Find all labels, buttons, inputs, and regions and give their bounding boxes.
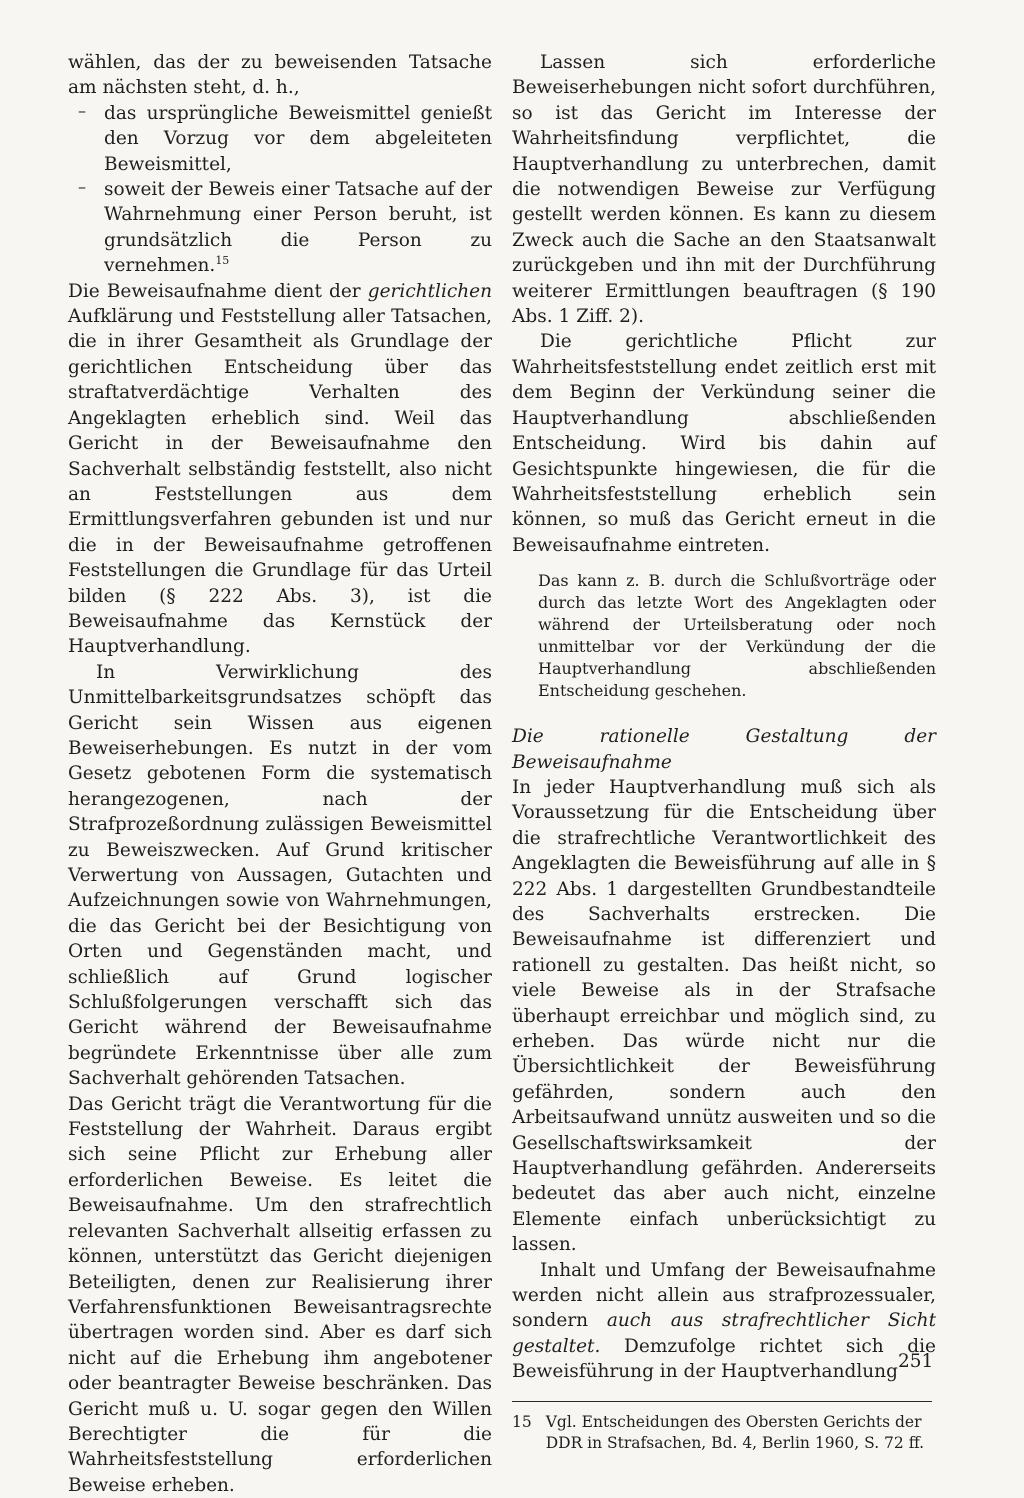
emphasis: auch aus strafrechtlicher Sicht gestaltet. bbox=[512, 1310, 936, 1357]
list-item bbox=[68, 177, 492, 279]
paragraph-text: Inhalt und Umfang der Beweisaufnahme werden nicht allein aus strafprozessualer, sondern bbox=[512, 1259, 936, 1332]
list-dash: – bbox=[78, 177, 86, 197]
page-number: 251 bbox=[898, 1351, 934, 1372]
paragraph-continued: wählen, das der zu beweisenden Tatsache am nächsten steht, d. h., bbox=[68, 52, 492, 99]
footnote-reference: 15 bbox=[215, 254, 230, 268]
footnote-separator bbox=[512, 1401, 932, 1402]
paragraph: Das Gericht trägt die Verantwortung für die Feststellung der Wahrheit. Daraus ergibt sich seine Pflicht zur Erhebung aller erforderlichen Beweise. Es leitet die Beweisaufnahme. Um den strafrechtlich relevanten Sachverhalt allseitig erfassen zu können, unterstützt das Gericht diejenigen Beteiligten, denen zur Realisierung ihrer Verfahrensfunktionen Beweisantragsrechte übertragen worden sind. Aber es darf sich nicht auf die Erhebung ihm angebotener oder beantragter Beweise beschränken. Das Gericht muß u. U. sogar gegen den Willen Berechtigter die für die Wahrheitsfeststellung erforderlichen Beweise erheben. bbox=[68, 1093, 492, 1496]
paragraph-text: Aufklärung und Feststellung aller Tatsachen, die in ihrer Gesamtheit als Grundlage der gerichtlichen Entscheidung über das straftatverdächtige Verhalten des Angeklagten erheblich sind. Weil das Gericht in der Beweisaufnahme den Sachverhalt selbständig feststellt, also nicht an Feststellungen aus dem Ermittlungsverfahren gebunden ist und nur die in der Beweisaufnahme getroffenen Feststellungen die Grundlage für das Urteil bilden (§ 222 Abs. 3), ist die Beweisaufnahme das Kernstück der Hauptverhandlung. bbox=[68, 306, 492, 658]
emphasis: gerichtlichen bbox=[367, 280, 492, 302]
paragraph-text: Die Beweisaufnahme dient der bbox=[68, 280, 368, 302]
footnote bbox=[512, 1412, 936, 1454]
list-item-text bbox=[104, 177, 492, 279]
right-column bbox=[512, 50, 936, 1454]
paragraph: Die gerichtliche Pflicht zur Wahrheitsfeststellung endet zeitlich erst mit dem Beginn der Verkündung seiner die Hauptverhandlung abschließenden Entscheidung. Wird bis dahin auf Gesichtspunkte hingewiesen, die für die Wahrheitsfeststellung erheblich sein können, so muß das Gericht erneut in die Beweisaufnahme eintreten. bbox=[512, 331, 936, 556]
footnote-text: Vgl. Entscheidungen des Obersten Gerichts der DDR in Strafsachen, Bd. 4, Berlin 1960, S. 72 ff. bbox=[545, 1412, 925, 1452]
paragraph: In jeder Hauptverhandlung muß sich als Voraussetzung für die Entscheidung über die strafrechtliche Verantwortlichkeit des Angeklagten die Beweisführung auf alle in § 222 Abs. 1 dargestellten Grundbestandteile des Sachverhalts erstrecken. Die Beweisaufnahme ist differenziert und rationell zu gestalten. Das heißt nicht, so viele Beweise als in der Strafsache überhaupt erreichbar und möglich sind, zu erheben. Das würde nicht nur die Übersichtlichkeit der Beweisführung gefährden, sondern auch den Arbeitsaufwand unnütz ausweiten und so die Gesellschaftswirksamkeit der Hauptverhandlung gefährden. Andererseits bedeutet das aber auch nicht, einzelne Elemente einfach unberücksichtigt zu lassen. bbox=[512, 776, 936, 1256]
section-subheading: Die rationelle Gestaltung der Beweisaufnahme bbox=[512, 726, 936, 773]
paragraph: In Verwirklichung des Unmittelbarkeitsgrundsatzes schöpft das Gericht sein Wissen aus eigenen Beweiserhebungen. Es nutzt in der vom Gesetz gebotenen Form die systematisch herangezogenen, nach der Strafprozeßordnung zulässigen Beweismittel zu Beweiszwecken. Auf Grund kritischer Verwertung von Aussagen, Gutachten und Aufzeichnungen sowie von Wahrnehmungen, die das Gericht bei der Besichtigung von Orten und Gegenständen macht, und schließlich auf Grund logischer Schlußfolgerungen verschafft sich das Gericht während der Beweisaufnahme begründete Erkenntnisse über alle zum Sachverhalt gehörenden Tatsachen. bbox=[68, 661, 492, 1090]
list-item-text-main: soweit der Beweis einer Tatsache auf der Wahrnehmung einer Person beruht, ist grundsätzlich die Person zu vernehmen. bbox=[104, 179, 492, 277]
left-column bbox=[68, 50, 492, 1498]
list-item bbox=[68, 101, 492, 177]
paragraph-text: Demzufolge richtet sich die Beweisführung in der Hauptverhandlung bbox=[512, 1335, 936, 1383]
paragraph: Lassen sich erforderliche Beweiserhebungen nicht sofort durchführen, so ist das Gericht im Interesse der Wahrheitsfindung verpflichtet, die Hauptverhandlung zu unterbrechen, damit die notwendigen Beweise zur Verfügung gestellt werden können. Es kann zu diesem Zweck auch die Sache an den Staatsanwalt zurückgeben und ihn mit der Durchführung weiterer Ermittlungen beauftragen (§ 190 Abs. 1 Ziff. 2). bbox=[512, 52, 936, 328]
list-item-text: das ursprüngliche Beweismittel genießt den Vorzug vor dem abgeleiteten Beweismittel, bbox=[104, 102, 492, 175]
paragraph bbox=[68, 279, 492, 660]
footnote-number: 15 bbox=[512, 1412, 532, 1431]
small-print-note: Das kann z. B. durch die Schlußvorträge oder durch das letzte Wort des Angeklagten oder während der Urteilsberatung oder noch unmittelbar vor der Verkündung der die Hauptverhandlung abschließenden Entscheidung geschehen. bbox=[538, 571, 936, 701]
list-dash: – bbox=[78, 100, 86, 120]
paragraph bbox=[512, 1258, 936, 1385]
